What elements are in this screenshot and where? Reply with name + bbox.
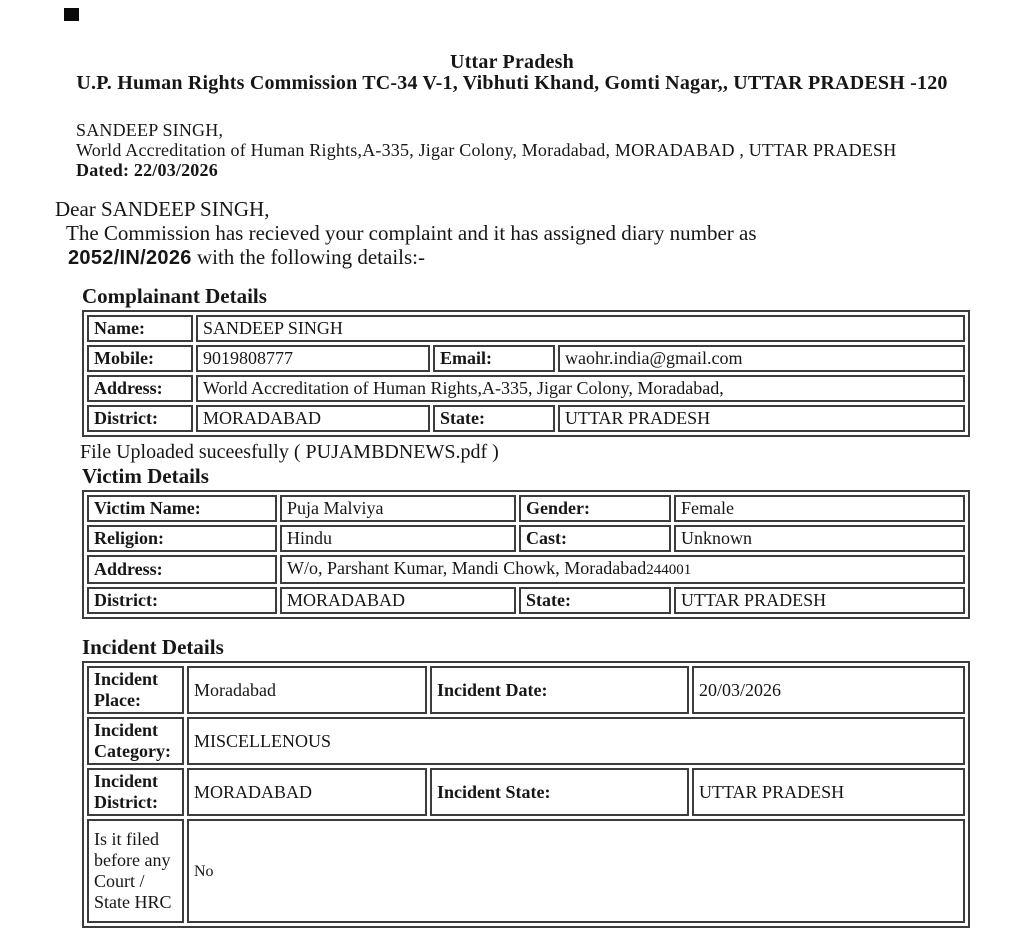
incident-date-label: Incident Date: (430, 666, 689, 714)
victim-details-section (82, 465, 970, 619)
victim-address-value (280, 555, 965, 584)
victim-state-label: State: (519, 587, 671, 614)
recipient-address: World Accreditation of Human Rights,A-335, Jigar Colony, Moradabad, MORADABAD , UTTAR PRADESH (76, 140, 897, 160)
table-row (87, 819, 965, 923)
incident-category-label: Incident Category: (87, 717, 184, 765)
victim-cast-label: Cast: (519, 525, 671, 552)
victim-name-value: Puja Malviya (280, 495, 516, 522)
table-row (87, 587, 965, 614)
complainant-name-label: Name: (87, 315, 193, 342)
recipient-block (76, 120, 1024, 180)
complainant-state-value: UTTAR PRADESH (558, 405, 965, 432)
complainant-name-value: SANDEEP SINGH (196, 315, 965, 342)
table-row (87, 717, 965, 765)
complainant-email-value: waohr.india@gmail.com (558, 345, 965, 372)
complainant-district-label: District: (87, 405, 193, 432)
table-row (87, 666, 965, 714)
complainant-details-title: Complainant Details (82, 284, 267, 308)
victim-gender-label: Gender: (519, 495, 671, 522)
victim-district-value: MORADABAD (280, 587, 516, 614)
complainant-address-label: Address: (87, 375, 193, 402)
incident-place-value: Moradabad (187, 666, 427, 714)
incident-district-value: MORADABAD (187, 768, 427, 816)
complainant-mobile-value: 9019808777 (196, 345, 430, 372)
diary-number: 2052/IN/2026 (68, 247, 192, 269)
letter-line-2-rest: with the following details:- (191, 245, 425, 269)
incident-place-label: Incident Place: (87, 666, 184, 714)
table-row (87, 315, 965, 342)
dated-line: Dated: 22/03/2026 (76, 160, 218, 180)
incident-state-label: Incident State: (430, 768, 689, 816)
letter-line-2 (68, 245, 1024, 270)
complainant-district-value: MORADABAD (196, 405, 430, 432)
table-row (87, 375, 965, 402)
recipient-name: SANDEEP SINGH, (76, 120, 224, 140)
victim-address-text: W/o, Parshant Kumar, Mandi Chowk, Moradabad (287, 558, 647, 578)
complainant-state-label: State: (433, 405, 555, 432)
complainant-address-value: World Accreditation of Human Rights,A-335, Jigar Colony, Moradabad, (196, 375, 965, 402)
victim-religion-label: Religion: (87, 525, 277, 552)
incident-details-section (82, 636, 970, 928)
header-state-title: Uttar Pradesh (450, 51, 574, 73)
file-upload-note: File Uploaded suceesfully ( PUJAMBDNEWS.pdf ) (80, 441, 499, 463)
incident-date-value: 20/03/2026 (692, 666, 965, 714)
victim-cast-value: Unknown (674, 525, 965, 552)
victim-details-title: Victim Details (82, 464, 209, 488)
victim-address-label: Address: (87, 555, 277, 584)
victim-name-label: Victim Name: (87, 495, 277, 522)
page-corner-mark (64, 8, 79, 21)
incident-district-label: Incident District: (87, 768, 184, 816)
victim-gender-value: Female (674, 495, 965, 522)
incident-details-title: Incident Details (82, 635, 224, 659)
incident-category-value: MISCELLENOUS (187, 717, 965, 765)
table-row (87, 525, 965, 552)
victim-district-label: District: (87, 587, 277, 614)
table-row (87, 495, 965, 522)
victim-details-table (82, 490, 970, 619)
complainant-details-table (82, 310, 970, 437)
table-row (87, 405, 965, 432)
incident-court-label: Is it filed before any Court / State HRC (87, 819, 184, 923)
table-row (87, 768, 965, 816)
incident-details-table (82, 661, 970, 928)
complainant-mobile-label: Mobile: (87, 345, 193, 372)
table-row (87, 345, 965, 372)
salutation: Dear SANDEEP SINGH, (55, 197, 270, 221)
victim-religion-value: Hindu (280, 525, 516, 552)
incident-state-value: UTTAR PRADESH (692, 768, 965, 816)
letter-line-1: The Commission has recieved your complaint and it has assigned diary number as (66, 221, 757, 245)
complainant-email-label: Email: (433, 345, 555, 372)
document-header (0, 0, 1024, 94)
complainant-details-section (82, 285, 970, 437)
victim-address-pincode: 244001 (646, 562, 692, 578)
victim-state-value: UTTAR PRADESH (674, 587, 965, 614)
header-commission-address: U.P. Human Rights Commission TC-34 V-1, Vibhuti Khand, Gomti Nagar,, UTTAR PRADESH -120 (76, 72, 948, 94)
letter-body (0, 197, 1024, 270)
incident-court-value: No (187, 819, 965, 923)
table-row (87, 555, 965, 584)
